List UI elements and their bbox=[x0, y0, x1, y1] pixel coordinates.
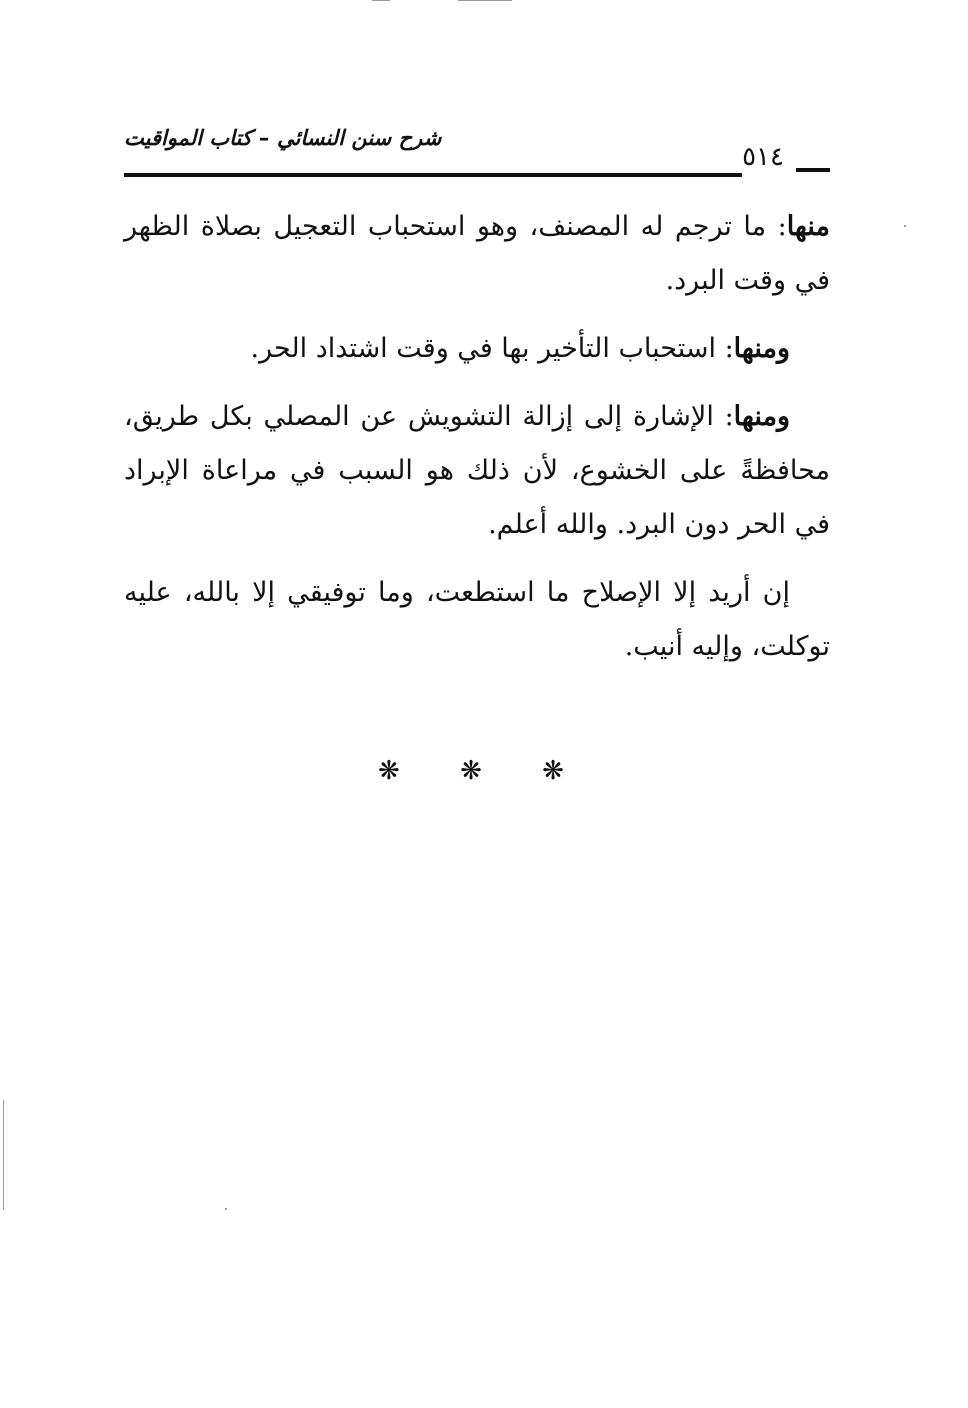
paragraph bbox=[124, 322, 830, 376]
paragraph-text: : الإشارة إلى إزالة التشويش عن المصلي بكل طريق، محافظةً على الخشوع، لأن ذلك هو السبب في مراعاة الإبراد في الحر دون البرد. والله أعلم. bbox=[124, 401, 830, 540]
running-title: شرح سنن النسائي – كتاب المواقيت bbox=[124, 126, 442, 150]
scan-artifact bbox=[458, 0, 512, 1]
page-number: ٥١٤ bbox=[742, 142, 784, 172]
paragraph bbox=[124, 200, 830, 308]
scan-artifact bbox=[225, 1208, 227, 1210]
scan-artifact bbox=[372, 0, 390, 1]
paragraph bbox=[124, 566, 830, 674]
paragraph-text: إن أريد إلا الإصلاح ما استطعت، وما توفيقي إلا بالله، عليه توكلت، وإليه أنيب. bbox=[124, 577, 830, 662]
page-header bbox=[124, 118, 830, 178]
paragraph-lead: منها bbox=[786, 211, 830, 242]
scan-artifact bbox=[904, 225, 906, 227]
paragraph bbox=[124, 390, 830, 552]
paragraph-lead: ومنها bbox=[733, 333, 790, 364]
body-text bbox=[124, 200, 830, 688]
section-end-ornament: ❋ ❋ ❋ bbox=[378, 756, 590, 786]
paragraph-text: : استحباب التأخير بها في وقت اشتداد الحر. bbox=[250, 333, 734, 364]
header-rule-short bbox=[796, 168, 830, 172]
header-rule bbox=[124, 173, 742, 177]
paragraph-text: : ما ترجم له المصنف، وهو استحباب التعجيل بصلاة الظهر في وقت البرد. bbox=[124, 211, 830, 296]
paragraph-lead: ومنها bbox=[733, 401, 790, 432]
scan-artifact bbox=[3, 1100, 4, 1210]
